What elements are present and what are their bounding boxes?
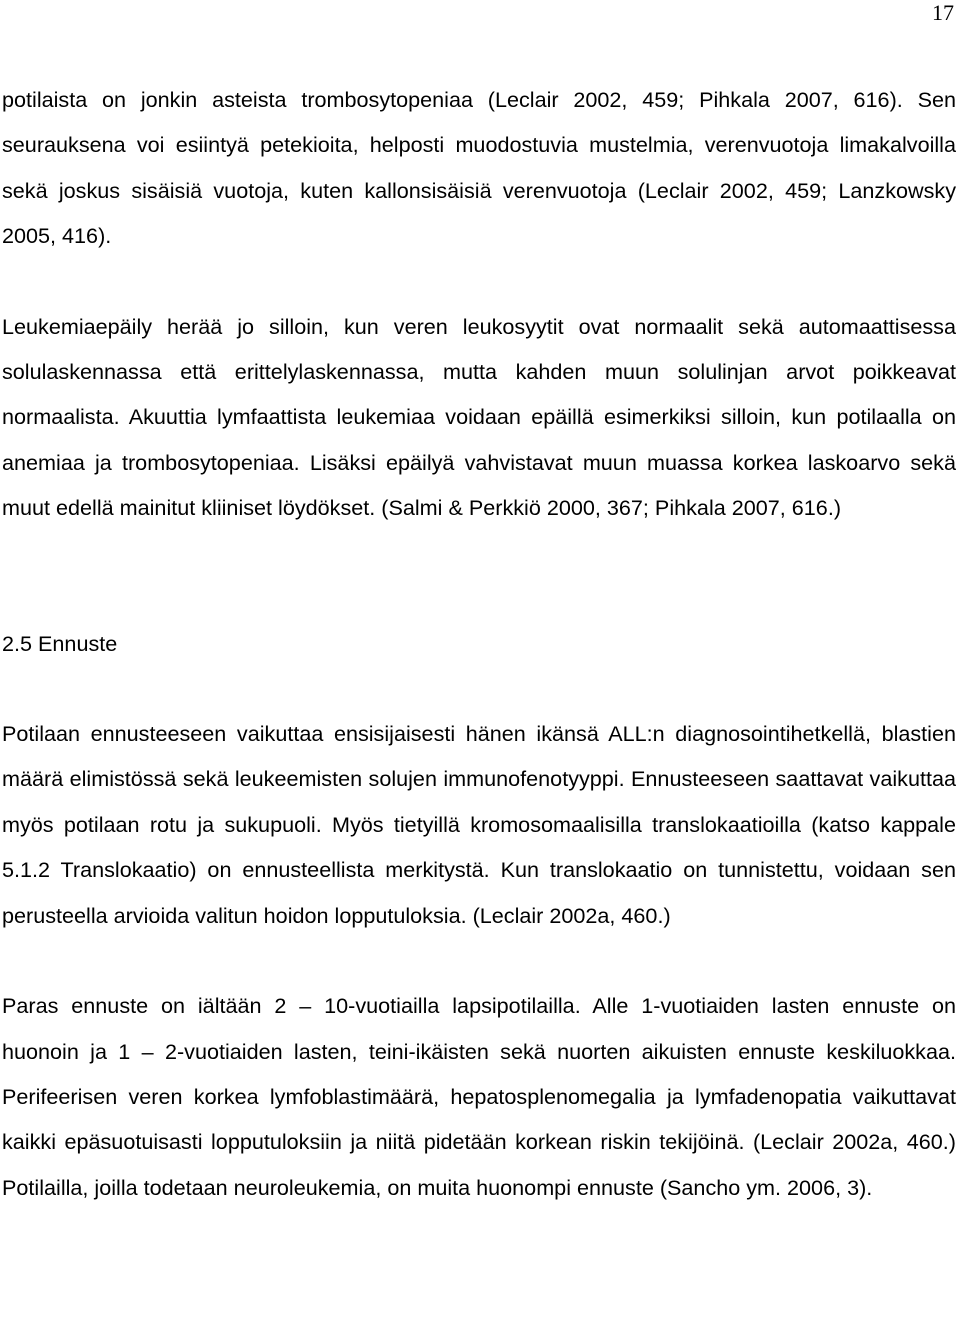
document-body — [2, 77, 956, 1210]
paragraph-thrombocytopenia: potilaista on jonkin asteista trombosytopeniaa (Leclair 2002, 459; Pihkala 2007, 616). Sen seurauksena voi esiintyä petekioita, helposti muodostuvia mustelmia, verenvuotoja limakalvoilla sekä joskus sisäisiä vuotoja, kuten kallonsisäisiä verenvuotoja (Leclair 2002, 459; Lanzkowsky 2005, 416). — [2, 87, 956, 249]
paragraph-prognosis-factors: Potilaan ennusteeseen vaikuttaa ensisijaisesti hänen ikänsä ALL:n diagnosointihetkellä, blastien määrä elimistössä sekä leukeemisten solujen immunofenotyyppi. Ennusteeseen saattavat vaikuttaa myös potilaan rotu ja sukupuoli. Myös tietyillä kromosomaalisilla translokaatioilla (katso kappale 5.1.2 Translokaatio) on ennusteellista merkitystä. Kun translokaatio on tunnistettu, voidaan sen perusteella arvioida valitun hoidon lopputuloksia. (Leclair 2002a, 460.) — [2, 721, 956, 928]
page-number: 17 — [932, 0, 954, 25]
section-heading-ennuste: 2.5 Ennuste — [2, 630, 118, 656]
paragraph-leukemia-suspicion: Leukemiaepäily herää jo silloin, kun veren leukosyytit ovat normaalit sekä automaattisessa solulaskennassa että erittelylaskennassa, mutta kahden muun solulinjan arvot poikkeavat normaalista. Akuuttia lymfaattista leukemiaa voidaan epäillä esimerkiksi silloin, kun potilaalla on anemiaa ja trombosytopeniaa. Lisäksi epäilyä vahvistavat muun muassa korkea laskoarvo sekä muut edellä mainitut kliiniset löydökset. (Salmi & Perkkiö 2000, 367; Pihkala 2007, 616.) — [2, 313, 956, 521]
paragraph-prognosis-age: Paras ennuste on iältään 2 – 10-vuotiailla lapsipotilailla. Alle 1-vuotiaiden lasten ennuste on huonoin ja 1 – 2-vuotiaiden lasten, teini-ikäisten sekä nuorten aikuisten ennuste keskiluokkaa. Perifeerisen veren korkea lymfoblastimäärä, hepatosplenomegalia ja lymfadenopatia vaikuttavat kaikki epäsuotuisasti lopputuloksiin ja niitä pidetään korkean riskin tekijöinä. (Leclair 2002a, 460.) Potilailla, joilla todetaan neuroleukemia, on muita huonompi ennuste (Sancho ym. 2006, 3). — [2, 993, 956, 1200]
